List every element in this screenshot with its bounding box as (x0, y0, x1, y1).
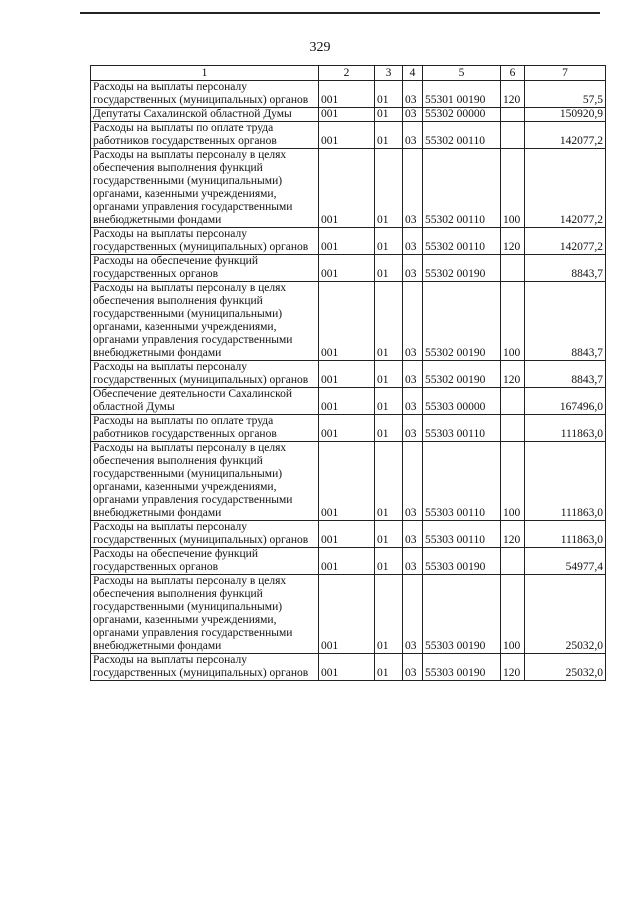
expense-name-cell: Расходы на выплаты по оплате труда работников государственных органов (91, 415, 319, 442)
table-row (91, 108, 606, 122)
table-row (91, 122, 606, 149)
ministry-code-cell: 001 (319, 108, 375, 122)
expense-name-cell: Расходы на выплаты персоналу в целях обеспечения выполнения функций государственными (муниципальными) органами, казенными учреждениями, органами управления государственными внебюджетными фондами (91, 149, 319, 228)
target-article-cell: 55303 00110 (423, 415, 501, 442)
amount-cell: 8843,7 (525, 361, 606, 388)
amount-cell: 142077,2 (525, 149, 606, 228)
table-row (91, 654, 606, 681)
table-row (91, 282, 606, 361)
section-code-cell: 01 (375, 415, 403, 442)
target-article-cell: 55302 00190 (423, 282, 501, 361)
subsection-code-cell: 03 (403, 548, 423, 575)
target-article-cell: 55302 00190 (423, 255, 501, 282)
top-rule (80, 12, 600, 14)
table-row (91, 149, 606, 228)
expense-name-cell: Расходы на выплаты персоналу государственных (муниципальных) органов (91, 81, 319, 108)
section-code-cell: 01 (375, 388, 403, 415)
target-article-cell: 55302 00110 (423, 228, 501, 255)
expense-name-cell: Расходы на выплаты персоналу в целях обеспечения выполнения функций государственными (муниципальными) органами, казенными учреждениями, органами управления государственными внебюджетными фондами (91, 282, 319, 361)
expense-name-cell: Расходы на обеспечение функций государственных органов (91, 255, 319, 282)
target-article-cell: 55302 00110 (423, 122, 501, 149)
ministry-code-cell: 001 (319, 575, 375, 654)
subsection-code-cell: 03 (403, 521, 423, 548)
expense-name-cell: Расходы на выплаты персоналу в целях обеспечения выполнения функций государственными (муниципальными) органами, казенными учреждениями, органами управления государственными внебюджетными фондами (91, 575, 319, 654)
expense-name-cell: Расходы на выплаты персоналу в целях обеспечения выполнения функций государственными (муниципальными) органами, казенными учреждениями, органами управления государственными внебюджетными фондами (91, 442, 319, 521)
header-col-4: 4 (403, 66, 423, 81)
target-article-cell: 55303 00190 (423, 575, 501, 654)
section-code-cell: 01 (375, 575, 403, 654)
expense-type-cell: 100 (501, 575, 525, 654)
table-row (91, 388, 606, 415)
section-code-cell: 01 (375, 81, 403, 108)
expense-type-cell: 100 (501, 442, 525, 521)
amount-cell: 111863,0 (525, 521, 606, 548)
expense-name-cell: Обеспечение деятельности Сахалинской областной Думы (91, 388, 319, 415)
target-article-cell: 55302 00190 (423, 361, 501, 388)
amount-cell: 142077,2 (525, 228, 606, 255)
ministry-code-cell: 001 (319, 548, 375, 575)
budget-table (90, 65, 606, 681)
expense-type-cell: 120 (501, 228, 525, 255)
ministry-code-cell: 001 (319, 388, 375, 415)
table-header-row (91, 66, 606, 81)
amount-cell: 167496,0 (525, 388, 606, 415)
target-article-cell: 55302 00000 (423, 108, 501, 122)
ministry-code-cell: 001 (319, 282, 375, 361)
header-col-2: 2 (319, 66, 375, 81)
expense-type-cell: 100 (501, 282, 525, 361)
table-row (91, 81, 606, 108)
amount-cell: 150920,9 (525, 108, 606, 122)
expense-name-cell: Расходы на выплаты персоналу государственных (муниципальных) органов (91, 654, 319, 681)
subsection-code-cell: 03 (403, 282, 423, 361)
section-code-cell: 01 (375, 122, 403, 149)
subsection-code-cell: 03 (403, 442, 423, 521)
expense-type-cell: 120 (501, 361, 525, 388)
table-row (91, 521, 606, 548)
table-row (91, 361, 606, 388)
amount-cell: 142077,2 (525, 122, 606, 149)
expense-type-cell: 120 (501, 654, 525, 681)
subsection-code-cell: 03 (403, 575, 423, 654)
expense-type-cell (501, 548, 525, 575)
table-row (91, 255, 606, 282)
amount-cell: 25032,0 (525, 575, 606, 654)
expense-name-cell: Депутаты Сахалинской областной Думы (91, 108, 319, 122)
section-code-cell: 01 (375, 361, 403, 388)
amount-cell: 8843,7 (525, 282, 606, 361)
header-col-7: 7 (525, 66, 606, 81)
target-article-cell: 55302 00110 (423, 149, 501, 228)
amount-cell: 111863,0 (525, 442, 606, 521)
amount-cell: 8843,7 (525, 255, 606, 282)
ministry-code-cell: 001 (319, 81, 375, 108)
amount-cell: 54977,4 (525, 548, 606, 575)
table-row (91, 415, 606, 442)
target-article-cell: 55303 00000 (423, 388, 501, 415)
section-code-cell: 01 (375, 228, 403, 255)
section-code-cell: 01 (375, 108, 403, 122)
section-code-cell: 01 (375, 548, 403, 575)
subsection-code-cell: 03 (403, 388, 423, 415)
amount-cell: 111863,0 (525, 415, 606, 442)
expense-type-cell (501, 415, 525, 442)
expense-type-cell (501, 388, 525, 415)
section-code-cell: 01 (375, 521, 403, 548)
expense-type-cell (501, 108, 525, 122)
header-col-6: 6 (501, 66, 525, 81)
expense-name-cell: Расходы на выплаты персоналу государственных (муниципальных) органов (91, 228, 319, 255)
subsection-code-cell: 03 (403, 654, 423, 681)
subsection-code-cell: 03 (403, 415, 423, 442)
ministry-code-cell: 001 (319, 521, 375, 548)
expense-type-cell: 100 (501, 149, 525, 228)
expense-name-cell: Расходы на выплаты персоналу государственных (муниципальных) органов (91, 361, 319, 388)
section-code-cell: 01 (375, 149, 403, 228)
table-row (91, 442, 606, 521)
amount-cell: 25032,0 (525, 654, 606, 681)
table-row (91, 548, 606, 575)
ministry-code-cell: 001 (319, 255, 375, 282)
ministry-code-cell: 001 (319, 361, 375, 388)
subsection-code-cell: 03 (403, 228, 423, 255)
target-article-cell: 55301 00190 (423, 81, 501, 108)
ministry-code-cell: 001 (319, 442, 375, 521)
header-col-3: 3 (375, 66, 403, 81)
ministry-code-cell: 001 (319, 228, 375, 255)
expense-type-cell: 120 (501, 81, 525, 108)
ministry-code-cell: 001 (319, 654, 375, 681)
subsection-code-cell: 03 (403, 81, 423, 108)
target-article-cell: 55303 00110 (423, 521, 501, 548)
header-col-1: 1 (91, 66, 319, 81)
section-code-cell: 01 (375, 442, 403, 521)
table-body (91, 81, 606, 681)
subsection-code-cell: 03 (403, 149, 423, 228)
expense-type-cell (501, 122, 525, 149)
subsection-code-cell: 03 (403, 108, 423, 122)
section-code-cell: 01 (375, 654, 403, 681)
expense-type-cell (501, 255, 525, 282)
expense-type-cell: 120 (501, 521, 525, 548)
target-article-cell: 55303 00190 (423, 654, 501, 681)
page-number: 329 (309, 40, 331, 55)
subsection-code-cell: 03 (403, 122, 423, 149)
ministry-code-cell: 001 (319, 415, 375, 442)
ministry-code-cell: 001 (319, 122, 375, 149)
subsection-code-cell: 03 (403, 361, 423, 388)
table-row (91, 575, 606, 654)
section-code-cell: 01 (375, 282, 403, 361)
subsection-code-cell: 03 (403, 255, 423, 282)
section-code-cell: 01 (375, 255, 403, 282)
table-row (91, 228, 606, 255)
expense-name-cell: Расходы на выплаты персоналу государственных (муниципальных) органов (91, 521, 319, 548)
target-article-cell: 55303 00110 (423, 442, 501, 521)
ministry-code-cell: 001 (319, 149, 375, 228)
amount-cell: 57,5 (525, 81, 606, 108)
expense-name-cell: Расходы на обеспечение функций государственных органов (91, 548, 319, 575)
header-col-5: 5 (423, 66, 501, 81)
expense-name-cell: Расходы на выплаты по оплате труда работников государственных органов (91, 122, 319, 149)
target-article-cell: 55303 00190 (423, 548, 501, 575)
